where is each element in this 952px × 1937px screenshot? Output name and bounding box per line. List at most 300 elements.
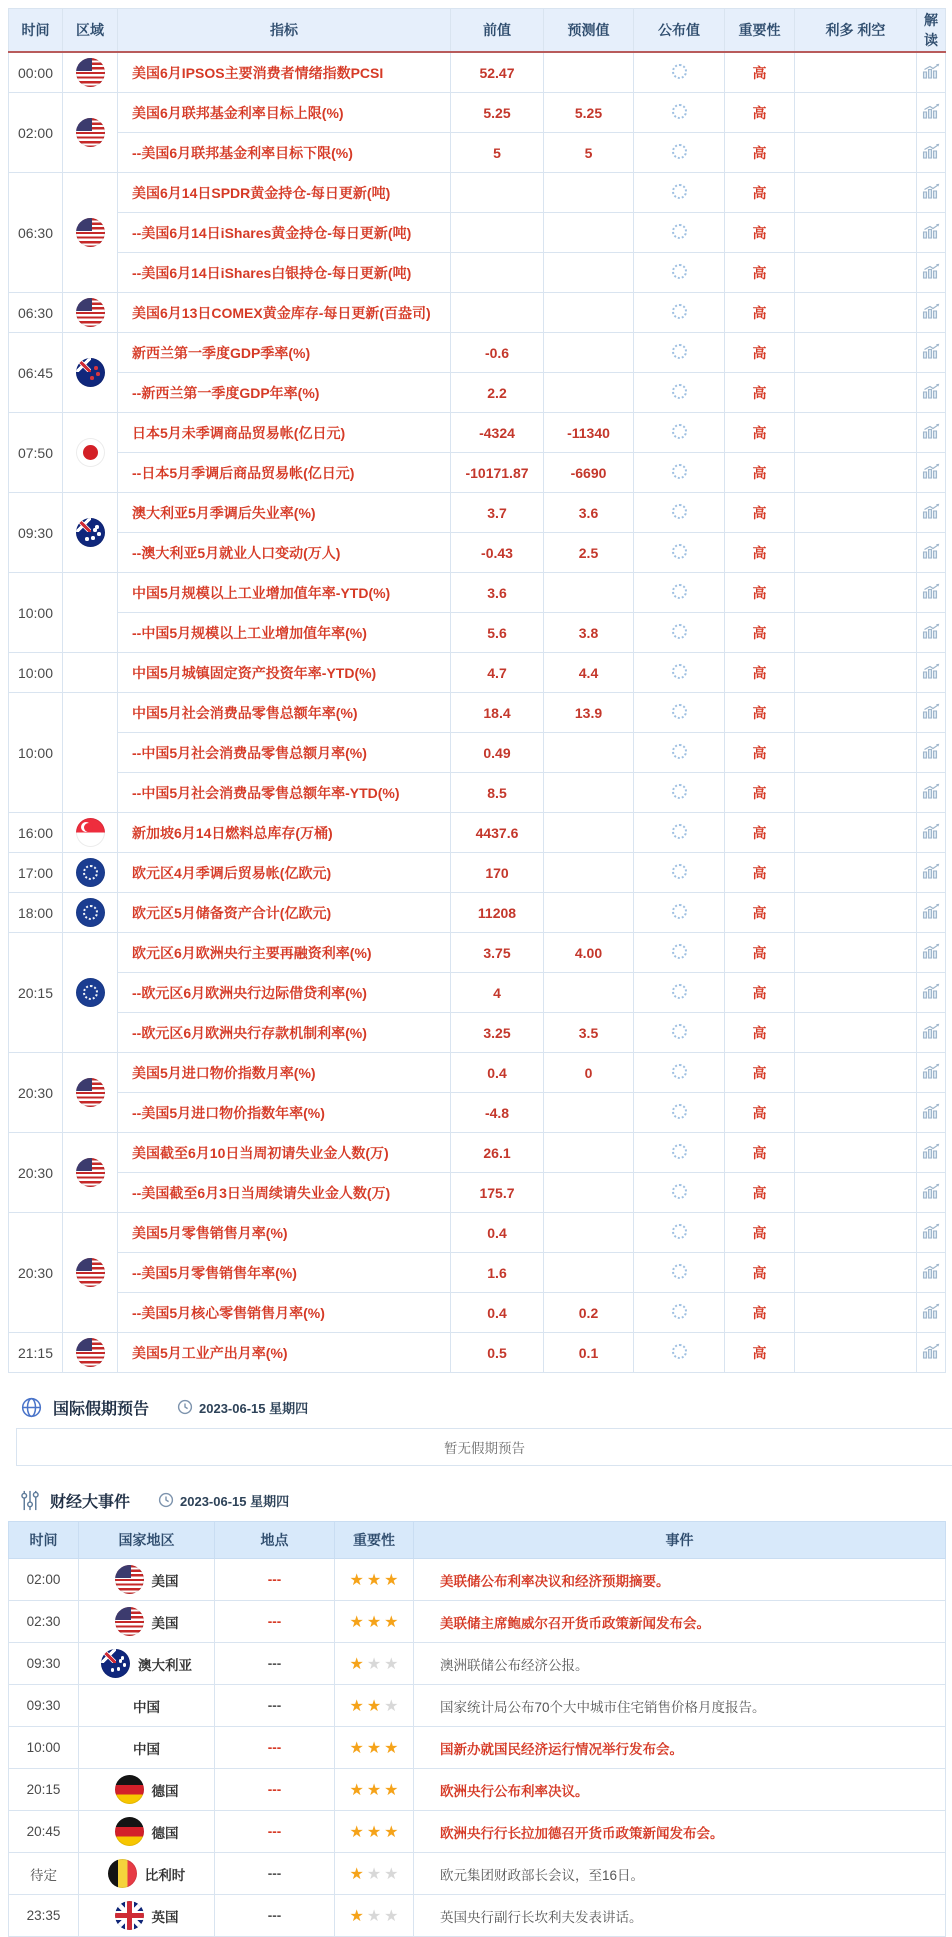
indicator-name[interactable]: 美国5月工业产出月率(%) xyxy=(118,1333,451,1373)
country-name: 澳大利亚 xyxy=(138,1657,192,1673)
star-filled-icon: ★ xyxy=(384,1613,399,1631)
chart-icon xyxy=(922,1103,941,1119)
importance-cell: 高 xyxy=(725,373,795,413)
eu-flag-icon xyxy=(76,858,105,887)
forecast-value: 0 xyxy=(544,1053,634,1093)
previous-value: 0.4 xyxy=(451,1213,544,1253)
page xyxy=(8,8,945,1937)
interpretation-cell[interactable] xyxy=(917,973,946,1013)
region-cell xyxy=(63,1213,118,1333)
interpretation-cell[interactable] xyxy=(917,1053,946,1093)
bias-cell xyxy=(795,1333,917,1373)
bias-cell xyxy=(795,493,917,533)
previous-value: 1.6 xyxy=(451,1253,544,1293)
event-time-cell: 09:30 xyxy=(9,1643,79,1685)
event-time-cell: 02:00 xyxy=(9,1559,79,1601)
event-time-cell: 09:30 xyxy=(9,1685,79,1727)
loading-spinner-icon xyxy=(672,1144,687,1159)
event-text: 欧元集团财政部长会议，至16日。 xyxy=(414,1853,946,1895)
holiday-empty-text: 暂无假期预告 xyxy=(444,1441,525,1456)
previous-value: 2.2 xyxy=(451,373,544,413)
bias-cell xyxy=(795,693,917,733)
eu-flag-icon xyxy=(76,898,105,927)
interpretation-cell[interactable] xyxy=(917,133,946,173)
interpretation-cell[interactable] xyxy=(917,613,946,653)
loading-spinner-icon xyxy=(672,744,687,759)
indicator-name[interactable]: 美国6月IPSOS主要消费者情绪指数PCSI xyxy=(118,52,451,93)
event-row xyxy=(9,1895,946,1937)
region-cell xyxy=(63,93,118,173)
indicator-name[interactable]: 欧元区4月季调后贸易帐(亿欧元) xyxy=(118,853,451,893)
indicator-name[interactable]: --中国5月规模以上工业增加值年率(%) xyxy=(118,613,451,653)
events-column-header-3: 重要性 xyxy=(335,1522,414,1559)
interpretation-cell[interactable] xyxy=(917,733,946,773)
de-flag-icon xyxy=(115,1817,144,1846)
star-filled-icon: ★ xyxy=(349,1571,364,1589)
time-cell: 16:00 xyxy=(9,813,63,853)
chart-icon xyxy=(922,863,941,879)
time-cell: 21:15 xyxy=(9,1333,63,1373)
importance-cell: 高 xyxy=(725,413,795,453)
indicator-row xyxy=(9,773,946,813)
loading-spinner-icon xyxy=(672,464,687,479)
country-name: 中国 xyxy=(133,1741,160,1757)
interpretation-cell[interactable] xyxy=(917,93,946,133)
bias-cell xyxy=(795,333,917,373)
loading-spinner-icon xyxy=(672,664,687,679)
published-value-cell xyxy=(634,253,725,293)
importance-cell: 高 xyxy=(725,533,795,573)
importance-stars xyxy=(335,1853,414,1895)
forecast-value: 5 xyxy=(544,133,634,173)
importance-cell: 高 xyxy=(725,93,795,133)
indicator-row xyxy=(9,893,946,933)
indicator-name[interactable]: 美国6月13日COMEX黄金库存-每日更新(百盎司) xyxy=(118,293,451,333)
interpretation-cell[interactable] xyxy=(917,653,946,693)
chart-icon xyxy=(922,183,941,199)
published-value-cell xyxy=(634,1093,725,1133)
previous-value: 18.4 xyxy=(451,693,544,733)
interpretation-cell[interactable] xyxy=(917,373,946,413)
indicator-name[interactable]: --中国5月社会消费品零售总额月率(%) xyxy=(118,733,451,773)
loading-spinner-icon xyxy=(672,1104,687,1119)
star-filled-icon: ★ xyxy=(366,1781,382,1799)
event-row xyxy=(9,1853,946,1895)
indicator-name[interactable]: --中国5月社会消费品零售总额年率-YTD(%) xyxy=(118,773,451,813)
loading-spinner-icon xyxy=(672,944,687,959)
indicator-row xyxy=(9,173,946,213)
interpretation-cell[interactable] xyxy=(917,453,946,493)
interpretation-cell[interactable] xyxy=(917,933,946,973)
bias-cell xyxy=(795,1093,917,1133)
star-empty-icon: ★ xyxy=(384,1655,399,1673)
bias-cell xyxy=(795,1133,917,1173)
importance-stars xyxy=(335,1769,414,1811)
time-cell: 06:30 xyxy=(9,293,63,333)
importance-stars xyxy=(335,1601,414,1643)
event-time-cell: 20:15 xyxy=(9,1769,79,1811)
loading-spinner-icon xyxy=(672,704,687,719)
indicator-row xyxy=(9,1093,946,1133)
forecast-value xyxy=(544,253,634,293)
region-cell xyxy=(63,1333,118,1373)
bias-cell xyxy=(795,933,917,973)
indicator-name[interactable]: --美国5月零售销售年率(%) xyxy=(118,1253,451,1293)
indicator-row xyxy=(9,413,946,453)
bias-cell xyxy=(795,1013,917,1053)
published-value-cell xyxy=(634,573,725,613)
country xyxy=(79,1895,214,1936)
indicator-name[interactable]: --美国6月联邦基金利率目标下限(%) xyxy=(118,133,451,173)
published-value-cell xyxy=(634,693,725,733)
location-cell: --- xyxy=(215,1601,335,1643)
indicator-row xyxy=(9,573,946,613)
time-cell: 00:00 xyxy=(9,52,63,93)
loading-spinner-icon xyxy=(672,184,687,199)
time-cell: 07:50 xyxy=(9,413,63,493)
interpretation-cell[interactable] xyxy=(917,533,946,573)
star-filled-icon: ★ xyxy=(349,1655,364,1673)
indicator-row xyxy=(9,133,946,173)
interpretation-cell[interactable] xyxy=(917,693,946,733)
indicator-name[interactable]: --美国6月14日iShares黄金持仓-每日更新(吨) xyxy=(118,213,451,253)
loading-spinner-icon xyxy=(672,1224,687,1239)
importance-cell: 高 xyxy=(725,573,795,613)
interpretation-cell[interactable] xyxy=(917,1093,946,1133)
forecast-value xyxy=(544,1173,634,1213)
loading-spinner-icon xyxy=(672,384,687,399)
importance-stars xyxy=(335,1559,414,1601)
published-value-cell xyxy=(634,52,725,93)
loading-spinner-icon xyxy=(672,984,687,999)
event-time-cell: 10:00 xyxy=(9,1727,79,1769)
region-cell xyxy=(63,173,118,293)
country xyxy=(79,1601,214,1642)
country xyxy=(79,1643,214,1684)
published-value-cell xyxy=(634,373,725,413)
interpretation-cell[interactable] xyxy=(917,1253,946,1293)
loading-spinner-icon xyxy=(672,784,687,799)
importance-stars xyxy=(335,1643,414,1685)
previous-value: 4437.6 xyxy=(451,813,544,853)
importance-cell: 高 xyxy=(725,893,795,933)
us-flag-icon xyxy=(115,1565,144,1594)
indicator-row xyxy=(9,1293,946,1333)
loading-spinner-icon xyxy=(672,144,687,159)
published-value-cell xyxy=(634,493,725,533)
bias-cell xyxy=(795,1253,917,1293)
interpretation-cell[interactable] xyxy=(917,293,946,333)
star-filled-icon: ★ xyxy=(349,1739,364,1757)
indicator-name[interactable]: --美国6月14日iShares白银持仓-每日更新(吨) xyxy=(118,253,451,293)
econ-column-header-6: 重要性 xyxy=(725,9,795,53)
indicator-name[interactable]: 欧元区6月欧洲央行主要再融资利率(%) xyxy=(118,933,451,973)
forecast-value xyxy=(544,1253,634,1293)
star-filled-icon: ★ xyxy=(349,1907,364,1925)
indicator-row xyxy=(9,613,946,653)
bias-cell xyxy=(795,293,917,333)
indicator-name[interactable]: 中国5月规模以上工业增加值年率-YTD(%) xyxy=(118,573,451,613)
econ-column-header-0: 时间 xyxy=(9,9,63,53)
forecast-value: 3.5 xyxy=(544,1013,634,1053)
loading-spinner-icon xyxy=(672,624,687,639)
us-flag-icon xyxy=(76,1338,105,1367)
us-flag-icon xyxy=(76,58,105,87)
importance-cell: 高 xyxy=(725,453,795,493)
interpretation-cell[interactable] xyxy=(917,1293,946,1333)
region-cell xyxy=(63,893,118,933)
star-filled-icon: ★ xyxy=(366,1823,382,1841)
chart-icon xyxy=(922,263,941,279)
interpretation-cell[interactable] xyxy=(917,893,946,933)
region-cell xyxy=(63,413,118,493)
country-cell xyxy=(79,1685,215,1727)
previous-value: -0.43 xyxy=(451,533,544,573)
indicator-name[interactable]: --澳大利亚5月就业人口变动(万人) xyxy=(118,533,451,573)
importance-cell: 高 xyxy=(725,1253,795,1293)
chart-icon xyxy=(922,1063,941,1079)
indicator-name[interactable]: 美国截至6月10日当周初请失业金人数(万) xyxy=(118,1133,451,1173)
country-cell xyxy=(79,1853,215,1895)
time-cell: 18:00 xyxy=(9,893,63,933)
indicator-row xyxy=(9,253,946,293)
nz-flag-icon xyxy=(76,358,105,387)
indicator-row xyxy=(9,653,946,693)
star-empty-icon: ★ xyxy=(384,1865,399,1883)
time-cell: 06:45 xyxy=(9,333,63,413)
loading-spinner-icon xyxy=(672,1184,687,1199)
bias-cell xyxy=(795,613,917,653)
bias-cell xyxy=(795,973,917,1013)
interpretation-cell[interactable] xyxy=(917,853,946,893)
importance-cell: 高 xyxy=(725,213,795,253)
indicator-name[interactable]: 美国5月零售销售月率(%) xyxy=(118,1213,451,1253)
star-filled-icon: ★ xyxy=(384,1739,399,1757)
previous-value: 11208 xyxy=(451,893,544,933)
indicator-name[interactable]: --新西兰第一季度GDP年率(%) xyxy=(118,373,451,413)
loading-spinner-icon xyxy=(672,264,687,279)
indicator-name[interactable]: --美国5月核心零售销售月率(%) xyxy=(118,1293,451,1333)
forecast-value xyxy=(544,293,634,333)
events-table xyxy=(8,1521,946,1937)
event-text: 国新办就国民经济运行情况举行发布会。 xyxy=(414,1727,946,1769)
time-cell: 09:30 xyxy=(9,493,63,573)
interpretation-cell[interactable] xyxy=(917,333,946,373)
interpretation-cell[interactable] xyxy=(917,52,946,93)
loading-spinner-icon xyxy=(672,544,687,559)
published-value-cell xyxy=(634,1133,725,1173)
importance-cell: 高 xyxy=(725,973,795,1013)
clock-icon xyxy=(158,1492,174,1508)
chart-icon xyxy=(922,1343,941,1359)
importance-cell: 高 xyxy=(725,1213,795,1253)
star-filled-icon: ★ xyxy=(349,1781,364,1799)
previous-value: 3.6 xyxy=(451,573,544,613)
previous-value: 8.5 xyxy=(451,773,544,813)
importance-cell: 高 xyxy=(725,173,795,213)
forecast-value: 3.6 xyxy=(544,493,634,533)
event-text: 美联储主席鲍威尔召开货币政策新闻发布会。 xyxy=(414,1601,946,1643)
eu-flag-icon xyxy=(76,978,105,1007)
indicator-row xyxy=(9,1333,946,1373)
indicator-row xyxy=(9,733,946,773)
interpretation-cell[interactable] xyxy=(917,813,946,853)
indicator-name[interactable]: 美国6月联邦基金利率目标上限(%) xyxy=(118,93,451,133)
previous-value: 4 xyxy=(451,973,544,1013)
us-flag-icon xyxy=(76,218,105,247)
location-cell: --- xyxy=(215,1853,335,1895)
interpretation-cell[interactable] xyxy=(917,1213,946,1253)
indicator-name[interactable]: 中国5月社会消费品零售总额年率(%) xyxy=(118,693,451,733)
forecast-value xyxy=(544,893,634,933)
chart-icon xyxy=(922,1303,941,1319)
be-flag-icon xyxy=(108,1859,137,1888)
country xyxy=(79,1811,214,1852)
star-empty-icon: ★ xyxy=(384,1697,399,1715)
clock-icon xyxy=(177,1399,193,1415)
indicator-row xyxy=(9,373,946,413)
forecast-value: 0.2 xyxy=(544,1293,634,1333)
bias-cell xyxy=(795,893,917,933)
forecast-value xyxy=(544,1213,634,1253)
forecast-value xyxy=(544,733,634,773)
region-cell xyxy=(63,52,118,93)
published-value-cell xyxy=(634,933,725,973)
chart-icon xyxy=(922,1223,941,1239)
forecast-value xyxy=(544,173,634,213)
importance-cell: 高 xyxy=(725,1333,795,1373)
forecast-value: 0.1 xyxy=(544,1333,634,1373)
econ-column-header-4: 预测值 xyxy=(544,9,634,53)
bias-cell xyxy=(795,253,917,293)
importance-stars xyxy=(335,1685,414,1727)
loading-spinner-icon xyxy=(672,584,687,599)
location-cell: --- xyxy=(215,1769,335,1811)
chart-icon xyxy=(922,63,941,79)
previous-value: 3.7 xyxy=(451,493,544,533)
chart-icon xyxy=(922,343,941,359)
interpretation-cell[interactable] xyxy=(917,413,946,453)
interpretation-cell[interactable] xyxy=(917,573,946,613)
indicator-name[interactable]: --欧元区6月欧洲央行存款机制利率(%) xyxy=(118,1013,451,1053)
indicator-name[interactable]: --美国截至6月3日当周续请失业金人数(万) xyxy=(118,1173,451,1213)
indicator-name[interactable]: 美国5月进口物价指数月率(%) xyxy=(118,1053,451,1093)
indicator-row xyxy=(9,973,946,1013)
interpretation-cell[interactable] xyxy=(917,1173,946,1213)
event-row xyxy=(9,1643,946,1685)
bias-cell xyxy=(795,173,917,213)
indicator-name[interactable]: 澳大利亚5月季调后失业率(%) xyxy=(118,493,451,533)
previous-value: 0.4 xyxy=(451,1293,544,1333)
importance-cell: 高 xyxy=(725,1053,795,1093)
indicator-name[interactable]: --欧元区6月欧洲央行边际借贷利率(%) xyxy=(118,973,451,1013)
events-column-header-1: 国家地区 xyxy=(79,1522,215,1559)
globe-icon xyxy=(20,1396,43,1419)
interpretation-cell[interactable] xyxy=(917,1013,946,1053)
published-value-cell xyxy=(634,733,725,773)
econ-column-header-8: 解读 xyxy=(917,9,946,53)
holiday-empty-box xyxy=(16,1428,952,1466)
country-name: 德国 xyxy=(151,1825,179,1841)
previous-value: 0.49 xyxy=(451,733,544,773)
interpretation-cell[interactable] xyxy=(917,253,946,293)
chart-icon xyxy=(922,903,941,919)
indicator-name[interactable]: 欧元区5月储备资产合计(亿欧元) xyxy=(118,893,451,933)
country-cell xyxy=(79,1601,215,1643)
interpretation-cell[interactable] xyxy=(917,773,946,813)
star-empty-icon: ★ xyxy=(366,1655,382,1673)
indicator-name[interactable]: --美国5月进口物价指数年率(%) xyxy=(118,1093,451,1133)
chart-icon xyxy=(922,1263,941,1279)
bias-cell xyxy=(795,773,917,813)
event-time-cell: 待定 xyxy=(9,1853,79,1895)
time-cell: 20:15 xyxy=(9,933,63,1053)
indicator-name[interactable]: 美国6月14日SPDR黄金持仓-每日更新(吨) xyxy=(118,173,451,213)
interpretation-cell[interactable] xyxy=(917,213,946,253)
interpretation-cell[interactable] xyxy=(917,493,946,533)
importance-cell: 高 xyxy=(725,52,795,93)
indicator-name[interactable]: 中国5月城镇固定资产投资年率-YTD(%) xyxy=(118,653,451,693)
econ-column-header-3: 前值 xyxy=(451,9,544,53)
bias-cell xyxy=(795,813,917,853)
event-text: 欧洲央行公布利率决议。 xyxy=(414,1769,946,1811)
indicator-name[interactable]: 日本5月未季调商品贸易帐(亿日元) xyxy=(118,413,451,453)
region-cell xyxy=(63,333,118,413)
interpretation-cell[interactable] xyxy=(917,1133,946,1173)
published-value-cell xyxy=(634,613,725,653)
forecast-value: -11340 xyxy=(544,413,634,453)
country xyxy=(79,1727,214,1768)
bias-cell xyxy=(795,573,917,613)
time-cell: 20:30 xyxy=(9,1053,63,1133)
chart-icon xyxy=(922,1183,941,1199)
loading-spinner-icon xyxy=(672,224,687,239)
star-filled-icon: ★ xyxy=(366,1613,382,1631)
indicator-row xyxy=(9,293,946,333)
indicator-name[interactable]: 新加坡6月14日燃料总库存(万桶) xyxy=(118,813,451,853)
country-name: 英国 xyxy=(151,1909,179,1925)
chart-icon xyxy=(922,983,941,999)
forecast-value xyxy=(544,773,634,813)
importance-cell: 高 xyxy=(725,613,795,653)
forecast-value: 13.9 xyxy=(544,693,634,733)
interpretation-cell[interactable] xyxy=(917,173,946,213)
events-section-title: 财经大事件 xyxy=(50,1493,131,1511)
indicator-name[interactable]: 新西兰第一季度GDP季率(%) xyxy=(118,333,451,373)
time-cell: 17:00 xyxy=(9,853,63,893)
forecast-value xyxy=(544,853,634,893)
importance-cell: 高 xyxy=(725,773,795,813)
loading-spinner-icon xyxy=(672,504,687,519)
indicator-name[interactable]: --日本5月季调后商品贸易帐(亿日元) xyxy=(118,453,451,493)
uk-flag-icon xyxy=(115,1901,144,1930)
star-filled-icon: ★ xyxy=(349,1865,364,1883)
published-value-cell xyxy=(634,213,725,253)
au-flag-icon xyxy=(76,518,105,547)
country xyxy=(79,1853,214,1894)
country-name: 美国 xyxy=(151,1573,179,1589)
bias-cell xyxy=(795,373,917,413)
location-cell: --- xyxy=(215,1727,335,1769)
loading-spinner-icon xyxy=(672,824,687,839)
interpretation-cell[interactable] xyxy=(917,1333,946,1373)
event-row xyxy=(9,1601,946,1643)
previous-value: 0.4 xyxy=(451,1053,544,1093)
country-name: 美国 xyxy=(151,1615,179,1631)
previous-value: -0.6 xyxy=(451,333,544,373)
region-cell xyxy=(63,293,118,333)
de-flag-icon xyxy=(115,1775,144,1804)
